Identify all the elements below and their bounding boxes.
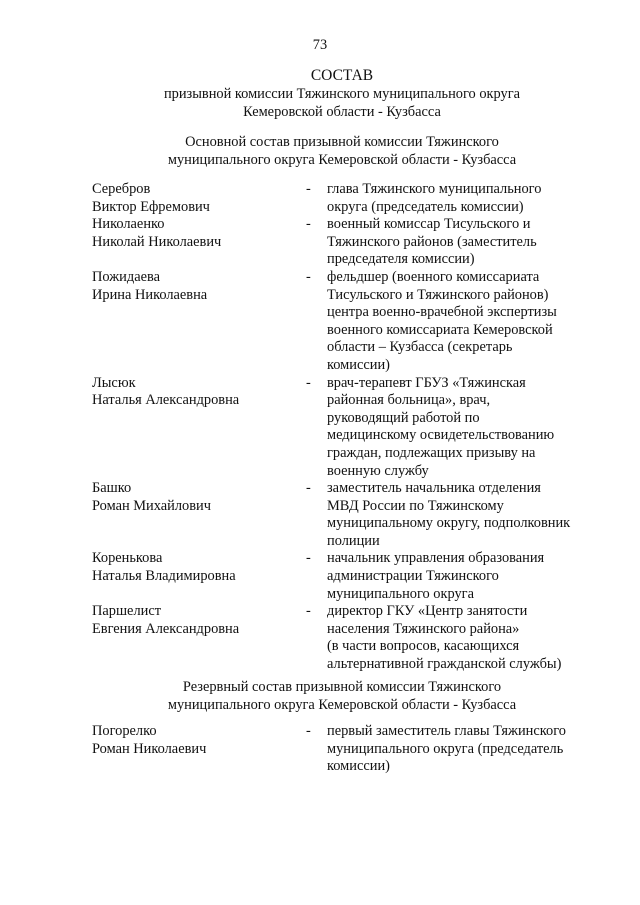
member-entry: [92, 480, 602, 550]
member-name: [92, 723, 292, 758]
member-role: [327, 480, 602, 550]
member-role-line: военного комиссариата Кемеровской: [327, 321, 553, 338]
subtitle-line: Кемеровской области - Кузбасса: [243, 103, 441, 120]
member-role-line: руководящий работой по: [327, 409, 480, 426]
member-role-line: комиссии): [327, 758, 390, 775]
member-role-line: центра военно-врачебной экспертизы: [327, 304, 557, 321]
member-role-line: фельдшер (военного комиссариата: [327, 268, 540, 285]
member-role-line: альтернативной гражданской службы): [327, 656, 562, 673]
member-role-line: председателя комиссии): [327, 251, 475, 268]
member-entry: [92, 723, 602, 776]
member-role-line: директор ГКУ «Центр занятости: [327, 603, 528, 620]
member-name: [92, 603, 292, 638]
member-entry: [92, 181, 602, 216]
separator-dash: -: [306, 181, 311, 197]
member-name-line: Наталья Александровна: [92, 392, 240, 409]
separator-dash: -: [306, 216, 311, 233]
member-role-line: медицинскому освидетельствованию: [327, 427, 555, 444]
member-name-line: Коренькова: [92, 550, 163, 567]
member-role-line: полиции: [327, 532, 380, 549]
member-name: [92, 269, 292, 304]
member-name-line: Ирина Николаевна: [92, 286, 208, 303]
member-role: [327, 269, 602, 375]
document-title: СОСТАВ: [310, 67, 374, 84]
member-role: [327, 375, 602, 481]
separator-dash: -: [306, 374, 311, 391]
member-name-line: Пожидаева: [92, 268, 160, 285]
member-role-line: глава Тяжинского муниципального: [327, 181, 542, 197]
member-role-line: муниципальному округу, подполковник: [327, 515, 571, 532]
member-role-line: населения Тяжинского района»: [327, 620, 520, 637]
member-entry: [92, 375, 602, 481]
member-role-line: (в части вопросов, касающихся: [327, 638, 520, 655]
member-role-line: МВД России по Тяжинскому: [327, 497, 504, 514]
member-entry: [92, 603, 602, 673]
member-role-line: округа (председатель комиссии): [327, 198, 524, 215]
member-name-line: Николай Николаевич: [92, 233, 222, 250]
member-role-line: граждан, подлежащих призыву на: [327, 444, 536, 461]
member-name-line: Виктор Ефремович: [92, 198, 210, 215]
member-name-line: Паршелист: [92, 603, 162, 620]
member-name: [92, 181, 292, 216]
subtitle-line: призывной комиссии Тяжинского муниципального округа: [163, 86, 521, 102]
member-name-line: Погорелко: [92, 723, 157, 739]
member-name-line: Николаенко: [92, 216, 165, 233]
member-name-line: Серебров: [92, 181, 151, 197]
page-number: 73: [312, 37, 328, 53]
member-name: [92, 216, 292, 251]
heading-line: муниципального округа Кемеровской области - Кузбасса: [167, 151, 517, 168]
heading-line: Основной состав призывной комиссии Тяжинского: [185, 134, 499, 150]
member-role-line: районная больница», врач,: [327, 392, 491, 409]
separator-dash: -: [306, 480, 311, 497]
member-role: [327, 181, 602, 216]
member-role-line: области – Кузбасса (секретарь: [327, 339, 513, 356]
separator-dash: -: [306, 268, 311, 285]
member-role-line: военную службу: [327, 462, 429, 479]
member-name: [92, 550, 292, 585]
document-subtitle: [0, 86, 640, 121]
member-role-line: заместитель начальника отделения: [327, 480, 541, 497]
member-role: [327, 216, 602, 269]
member-role-line: муниципального округа: [327, 585, 474, 602]
main-composition-heading: [0, 134, 640, 169]
member-role-line: Тисульского и Тяжинского районов): [327, 286, 549, 303]
heading-line: Резервный состав призывной комиссии Тяжинского: [182, 679, 502, 695]
heading-line: муниципального округа Кемеровской области - Кузбасса: [167, 696, 517, 713]
member-name: [92, 480, 292, 515]
member-role: [327, 723, 602, 776]
member-role-line: начальник управления образования: [327, 550, 545, 567]
member-name-line: Башко: [92, 480, 132, 497]
member-entry: [92, 269, 602, 375]
member-role-line: муниципального округа (председатель: [327, 740, 564, 757]
member-role-line: первый заместитель главы Тяжинского: [327, 723, 566, 739]
member-role-line: Тяжинского районов (заместитель: [327, 233, 537, 250]
member-role-line: военный комиссар Тисульского и: [327, 216, 531, 233]
member-role: [327, 550, 602, 603]
separator-dash: -: [306, 723, 311, 739]
member-role-line: врач-терапевт ГБУЗ «Тяжинская: [327, 374, 526, 391]
reserve-composition-heading: [0, 679, 640, 714]
member-name-line: Наталья Владимировна: [92, 568, 236, 585]
member-name-line: Евгения Александровна: [92, 620, 240, 637]
separator-dash: -: [306, 550, 311, 567]
separator-dash: -: [306, 603, 311, 620]
member-name-line: Лысюк: [92, 374, 136, 391]
member-entry: [92, 550, 602, 603]
member-role-line: администрации Тяжинского: [327, 568, 499, 585]
member-name-line: Роман Михайлович: [92, 497, 211, 514]
member-entry: [92, 216, 602, 269]
member-name: [92, 375, 292, 410]
reserve-members-list: [92, 723, 602, 776]
member-role-line: комиссии): [327, 356, 390, 373]
main-members-list: [92, 181, 602, 674]
member-role: [327, 603, 602, 673]
member-name-line: Роман Николаевич: [92, 740, 207, 757]
